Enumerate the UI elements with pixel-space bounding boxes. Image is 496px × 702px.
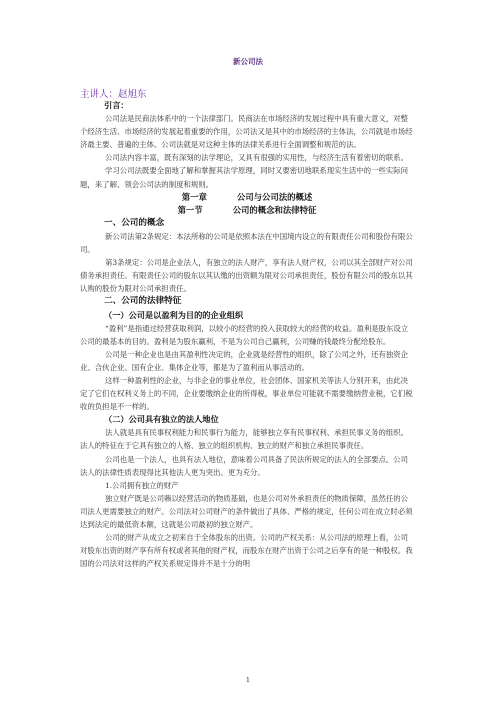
intro-paragraph: 学习公司法既要全面地了解和掌握其法学原理，同时又要密切地联系现实生活中的一些实际问题，来了解、领会公司法的制度和规则。 (80, 166, 409, 189)
speaker-line: 主讲人：赵旭东 (80, 89, 147, 100)
legal-person-heading: （二）公司具有独立的法人地位 (104, 414, 219, 425)
document-title: 新公司法 (233, 57, 263, 66)
concept-paragraph: 新公司法第2条规定：本法所称的公司是依照本法在中国境内设立的有限责任公司和股份有限公司。 (80, 231, 413, 255)
chapter-name: 公司与公司法的概述 (236, 191, 313, 202)
document-body (80, 99, 414, 570)
section-number: 第一节 (177, 204, 203, 215)
profit-paragraph: “盈利”是指通过经营获取利润，以较小的经营的投入获取较大的经营的收益。盈利是股东设立公司的最基本的目的。盈利是为股东赢利，不是为公司自己赢利，公司赚的钱最终分配给股东。 (80, 323, 409, 346)
legal-person-paragraph: 公司也是一个法人，也具有法人地位，意味着公司具备了民法所规定的法人的全部要点。公司法人的法律性质表现得比其他法人更为突出、更为充分。 (80, 454, 409, 477)
profit-paragraph: 公司是一种企业也是由其盈利性决定的，企业就是经营性的组织，除了公司之外，还有独资企业、合伙企业、国有企业、集体企业等，都是为了盈利而从事活动的。 (80, 349, 409, 372)
chapter-number: 第一章 (181, 191, 207, 202)
page-number: 1 (245, 676, 251, 684)
intro-heading: 引言： (104, 100, 129, 110)
profit-paragraph: 这样一种盈利性的企业，与非企业的事业单位，社会团体、国家机关等法人分别开来，由此决定了它们在权利义务上的不同，企业要缴纳企业的所得税，事业单位可能就不需要缴纳营业税，它们税收的负担是不一样的。 (80, 375, 413, 412)
intro-paragraph: 公司法是民商法体系中的一个法律部门。民商法在市场经济的发展过程中具有重大意义，对整个经济生活、市场经济的发展起着重要的作用，公司法又是其中的市场经济的主体法，公司就是市场经济最主要、普遍的主体。公司法就是对这种主体的法律关系进行全面调整和规范的法。 (80, 114, 413, 150)
property-paragraph: 公司的财产从成立之初来自于全体股东的出资。公司的产权关系：从公司法的原理上看，公司对股东出资的财产享有所有权或者其他的财产权，而股东在财产出资于公司之后享有的是一种股权。我国的公司法对这样的产权关系规定得并不是十分的明 (80, 533, 413, 569)
concept-heading: 一、公司的概念 (104, 217, 165, 228)
concept-paragraph: 第3条规定：公司是企业法人，有独立的法人财产，享有法人财产权，公司以其全部财产对公司债务承担责任。有限责任公司的股东以其认缴的出资额为限对公司承担责任，股份有限公司的股东以其认购的股份为限对公司承担责任。 (80, 258, 413, 294)
property-paragraph: 独立财产既是公司赖以经营活动的物质基础，也是公司对外承担责任的物质保障，虽然任的公司法人更需要独立的财产。公司法对公司财产的条件做出了具体、严格的规定，任何公司在成立时必须达到法定的最低资本额，这就是公司最初的独立财产。 (80, 493, 413, 529)
legal-person-paragraph: 法人就是具有民事权利能力和民事行为能力，能够独立享有民事权利、承担民事义务的组织。法人的特征在于它具有独立的人格、独立的组织机构、独立的财产和独立承担民事责任。 (80, 428, 409, 451)
chapter-heading (80, 191, 414, 204)
profit-heading: （一）公司是以盈利为目的的企业组织 (104, 309, 244, 320)
section-heading (80, 204, 414, 217)
features-heading: 二、公司的法律特征 (104, 296, 182, 307)
section-name: 公司的概念和法律特征 (232, 204, 317, 215)
property-item-heading: 1.公司拥有独立的财产 (105, 480, 179, 490)
intro-paragraph: 公司法内容丰富，既有深刻的法学理论，又具有很强的实用性，与经济生活有着密切的联系。 (105, 153, 409, 163)
